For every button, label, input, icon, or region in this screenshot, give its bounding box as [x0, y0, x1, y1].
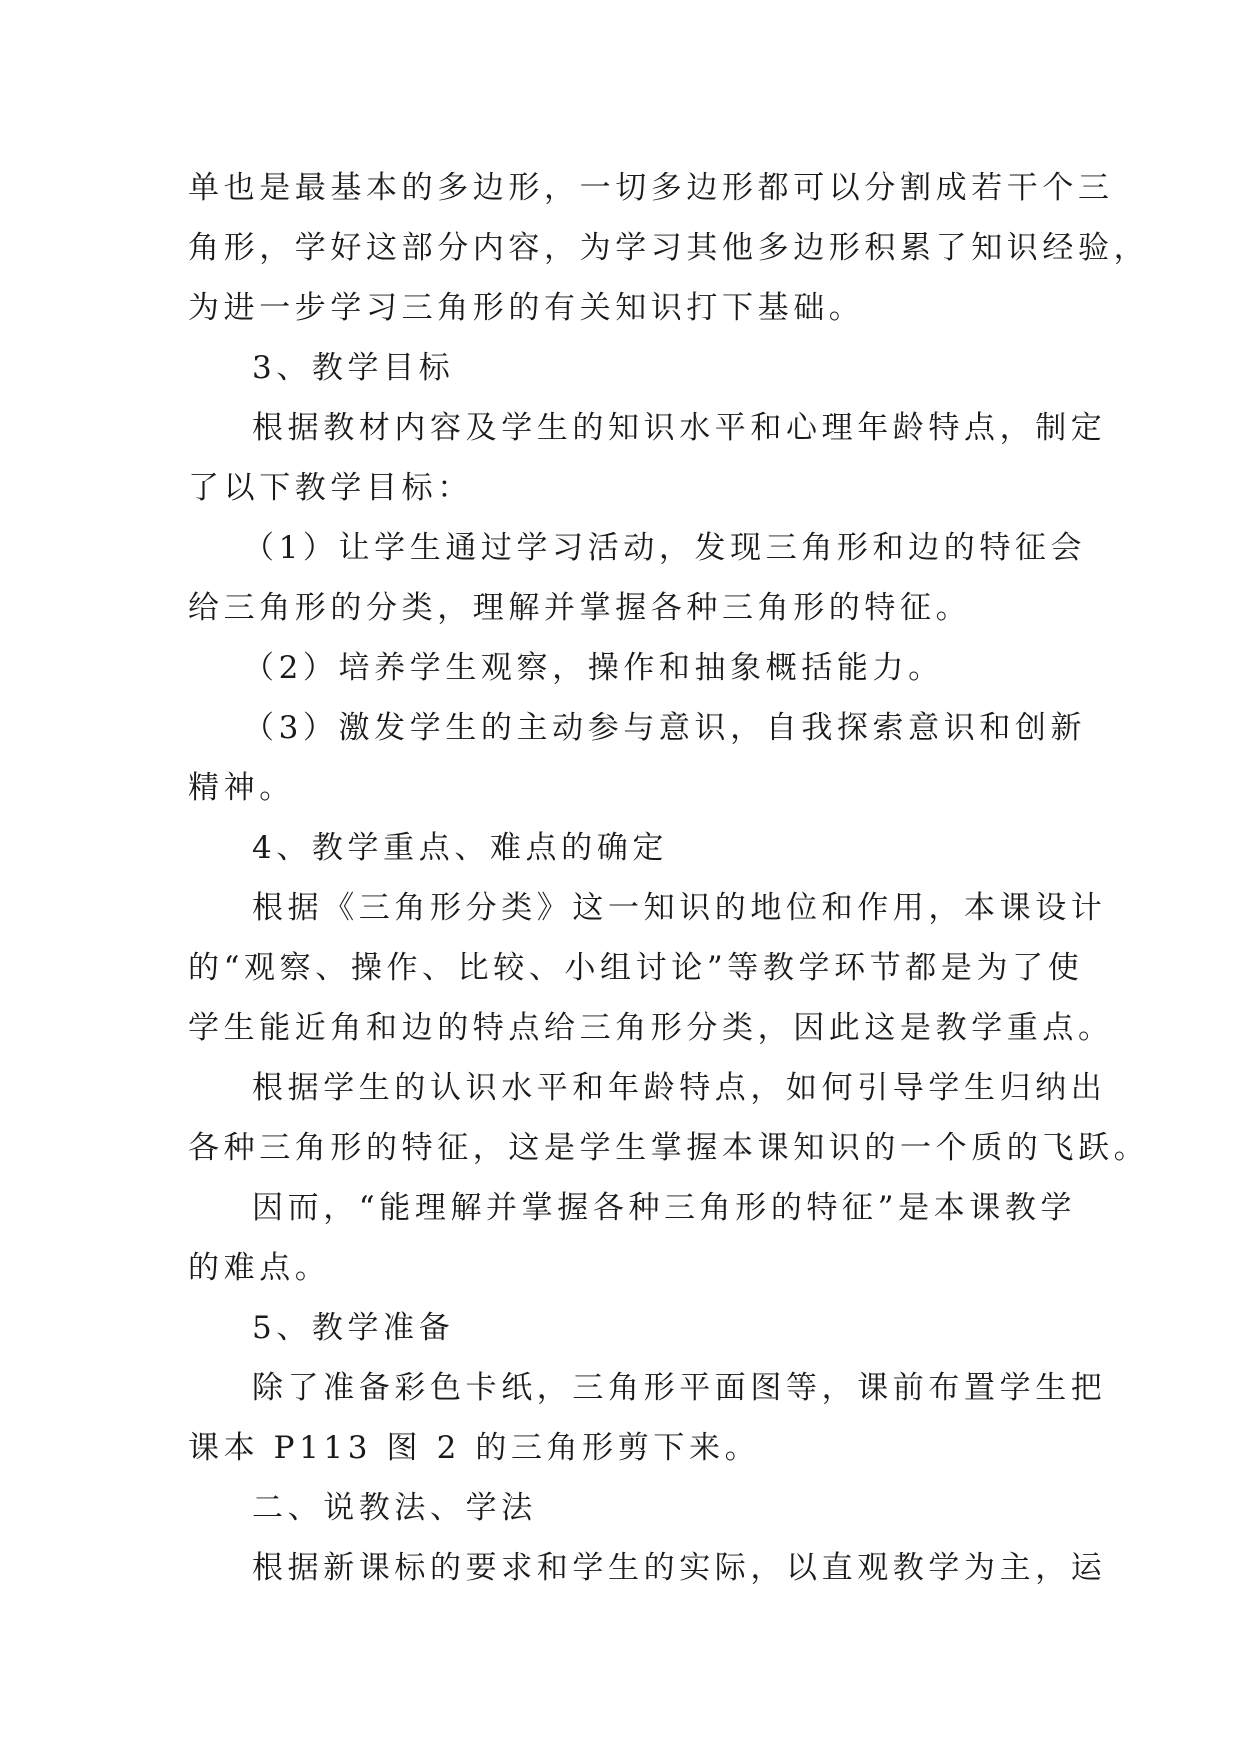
text-line: 的难点。 [188, 1250, 331, 1286]
text-line: 根据新课标的要求和学生的实际，以直观教学为主，运 [252, 1550, 1107, 1586]
text-line: 根据学生的认识水平和年龄特点，如何引导学生归纳出 [252, 1070, 1107, 1106]
text-line: 了以下教学目标： [188, 470, 473, 506]
text-line: 学生能近角和边的特点给三角形分类，因此这是教学重点。 [188, 1010, 1114, 1046]
text-line: 根据《三角形分类》这一知识的地位和作用，本课设计 [252, 890, 1107, 926]
text-line: 的“观察、操作、比较、小组讨论”等教学环节都是为了使 [188, 950, 1084, 986]
text-line: 课本 P113 图 2 的三角形剪下来。 [188, 1430, 761, 1466]
text-line: 为进一步学习三角形的有关知识打下基础。 [188, 290, 865, 326]
text-line: 除了准备彩色卡纸，三角形平面图等，课前布置学生把 [252, 1370, 1107, 1406]
text-line: 给三角形的分类，理解并掌握各种三角形的特征。 [188, 590, 972, 626]
text-line: 单也是最基本的多边形，一切多边形都可以分割成若干个三 [188, 170, 1114, 206]
section-heading: 二、说教法、学法 [252, 1490, 537, 1526]
section-heading: 3、教学目标 [252, 350, 455, 386]
text-line: 角形，学好这部分内容，为学习其他多边形积累了知识经验， [188, 230, 1150, 266]
list-item: （2）培养学生观察，操作和抽象概括能力。 [243, 650, 944, 686]
section-heading: 5、教学准备 [252, 1310, 455, 1346]
text-line: 精神。 [188, 770, 295, 806]
text-line: 因而，“能理解并掌握各种三角形的特征”是本课教学 [252, 1190, 1077, 1226]
list-item: （3）激发学生的主动参与意识，自我探索意识和创新 [243, 710, 1087, 746]
text-line: 根据教材内容及学生的知识水平和心理年龄特点，制定 [252, 410, 1107, 446]
list-item: （1）让学生通过学习活动，发现三角形和边的特征会 [243, 530, 1087, 566]
text-line: 各种三角形的特征，这是学生掌握本课知识的一个质的飞跃。 [188, 1130, 1150, 1166]
section-heading: 4、教学重点、难点的确定 [252, 830, 668, 866]
